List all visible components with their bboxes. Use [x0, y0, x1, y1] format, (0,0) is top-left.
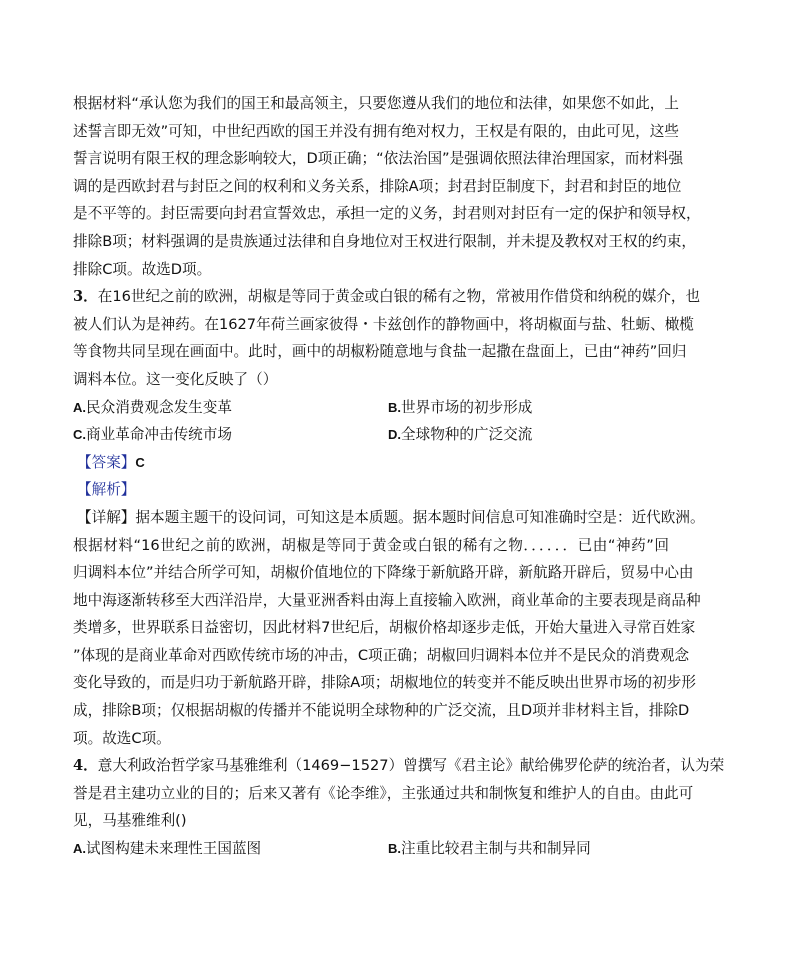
analysis-line — [73, 476, 669, 504]
option-text: 商业革命冲击传统市场 — [86, 426, 232, 444]
option-b — [388, 835, 591, 863]
paragraph-line: 誓言说明有限王权的理念影响较大，D项正确；“依法治国”是强调依照法律治理国家，而材料强 — [73, 150, 684, 168]
detail-line: 归调料本位”并结合所学可知，胡椒价值地位的下降缘于新航路开辟，新航路开辟后，贸易中心由 — [73, 564, 694, 582]
analysis-label: 【解析】 — [77, 481, 136, 499]
option-d — [388, 421, 532, 449]
option-c — [73, 421, 388, 449]
paragraph-line: 排除B项；材料强调的是贵族通过法律和自身地位对王权进行限制，并未提及教权对王权的约束， — [73, 232, 696, 250]
question-stem-line — [73, 752, 725, 780]
options-row — [73, 394, 669, 422]
option-text: 全球物种的广泛交流 — [401, 426, 533, 444]
option-letter: B. — [388, 841, 401, 857]
detail-line: 项。故选C项。 — [73, 729, 171, 747]
answer-line — [73, 449, 669, 477]
option-a — [73, 394, 388, 422]
detail-text: 据本题主题干的设问词，可知这是本质题。据本题时间信息可知准确时空是：近代欧洲。 — [135, 508, 705, 526]
options-row — [73, 835, 669, 863]
question-stem-line: 见，马基雅维利() — [73, 812, 187, 830]
question-stem-line: 调料本位。这一变化反映了（） — [73, 370, 278, 388]
detail-first-line — [73, 504, 705, 532]
question-stem-text: 意大利政治哲学家马基雅维利（1469−1527）曾撰写《君主论》献给佛罗伦萨的统治者，认为荣 — [97, 757, 725, 775]
q2-explanation — [73, 90, 701, 283]
option-text: 民众消费观念发生变革 — [86, 398, 232, 416]
question-stem-line: 被人们认为是神药。在1627年荷兰画家彼得・卡兹创作的静物画中，将胡椒面与盐、牡蛎、橄榄 — [73, 315, 694, 333]
option-letter: C. — [73, 427, 86, 443]
answer-label: 【答案】 — [77, 453, 136, 471]
question-3 — [73, 283, 705, 752]
paragraph-line: 调的是西欧封君与封臣之间的权利和义务关系，排除A项；封君封臣制度下，封君和封臣的地位 — [73, 177, 682, 195]
option-text: 试图构建未来理性王国蓝图 — [86, 840, 262, 858]
question-stem-text: 在16世纪之前的欧洲，胡椒是等同于黄金或白银的稀有之物，常被用作借贷和纳税的媒介，也 — [97, 288, 701, 306]
option-b — [388, 394, 532, 422]
detail-line: ”体现的是商业革命对西欧传统市场的冲击，C项正确；胡椒回归调料本位并不是民众的消费观念 — [73, 646, 690, 664]
paragraph-line: 根据材料“承认您为我们的国王和最高领主，只要您遵从我们的地位和法律，如果您不如此，上 — [73, 95, 679, 112]
question-stem-line: 等食物共同呈现在画面中。此时，画中的胡椒粉随意地与食盐一起撒在盘面上，已由“神药”回归 — [73, 343, 687, 361]
detail-label: 【详解】 — [77, 508, 136, 526]
answer-value: C — [135, 454, 145, 470]
detail-line: 根据材料“16世纪之前的欧洲，胡椒是等同于黄金或白银的稀有之物．．．．．．已由“神药”回 — [73, 536, 669, 554]
document-page — [73, 90, 725, 863]
paragraph-line: 排除C项。故选D项。 — [73, 260, 212, 278]
detail-line: 类增多，世界联系日益密切，因此材料7世纪后，胡椒价格却逐步走低，开始大量进入寻常百姓家 — [73, 619, 696, 637]
question-stem-line — [73, 283, 701, 311]
detail-line: 成，排除B项；仅根据胡椒的传播并不能说明全球物种的广泛交流，且D项并非材料主旨，排除D — [73, 702, 690, 720]
question-4 — [73, 752, 725, 862]
option-letter: A. — [73, 399, 86, 415]
option-text: 世界市场的初步形成 — [401, 398, 533, 416]
detail-line: 变化导致的，而是归功于新航路开辟，排除A项；胡椒地位的转变并不能反映出世界市场的初步形 — [73, 674, 696, 692]
option-letter: A. — [73, 841, 86, 857]
question-number: 4． — [73, 757, 98, 775]
paragraph-line: 是不平等的。封臣需要向封君宣誓效忠，承担一定的义务，封君则对封臣有一定的保护和领导权， — [73, 205, 701, 223]
option-letter: D. — [388, 427, 401, 443]
option-text: 注重比较君主制与共和制异同 — [401, 840, 591, 858]
options-row — [73, 421, 669, 449]
question-number: 3． — [73, 288, 98, 306]
option-a — [73, 835, 388, 863]
option-letter: B. — [388, 399, 401, 415]
detail-line: 地中海逐渐转移至大西洋沿岸，大量亚洲香料由海上直接输入欧洲，商业革命的主要表现是商品种 — [73, 591, 701, 609]
paragraph-line: 述誓言即无效”可知，中世纪西欧的国王并没有拥有绝对权力，王权是有限的，由此可见，这些 — [73, 122, 679, 140]
question-stem-line: 誉是君主建功立业的目的；后来又著有《论李维》，主张通过共和制恢复和维护人的自由。由此可 — [73, 784, 694, 802]
